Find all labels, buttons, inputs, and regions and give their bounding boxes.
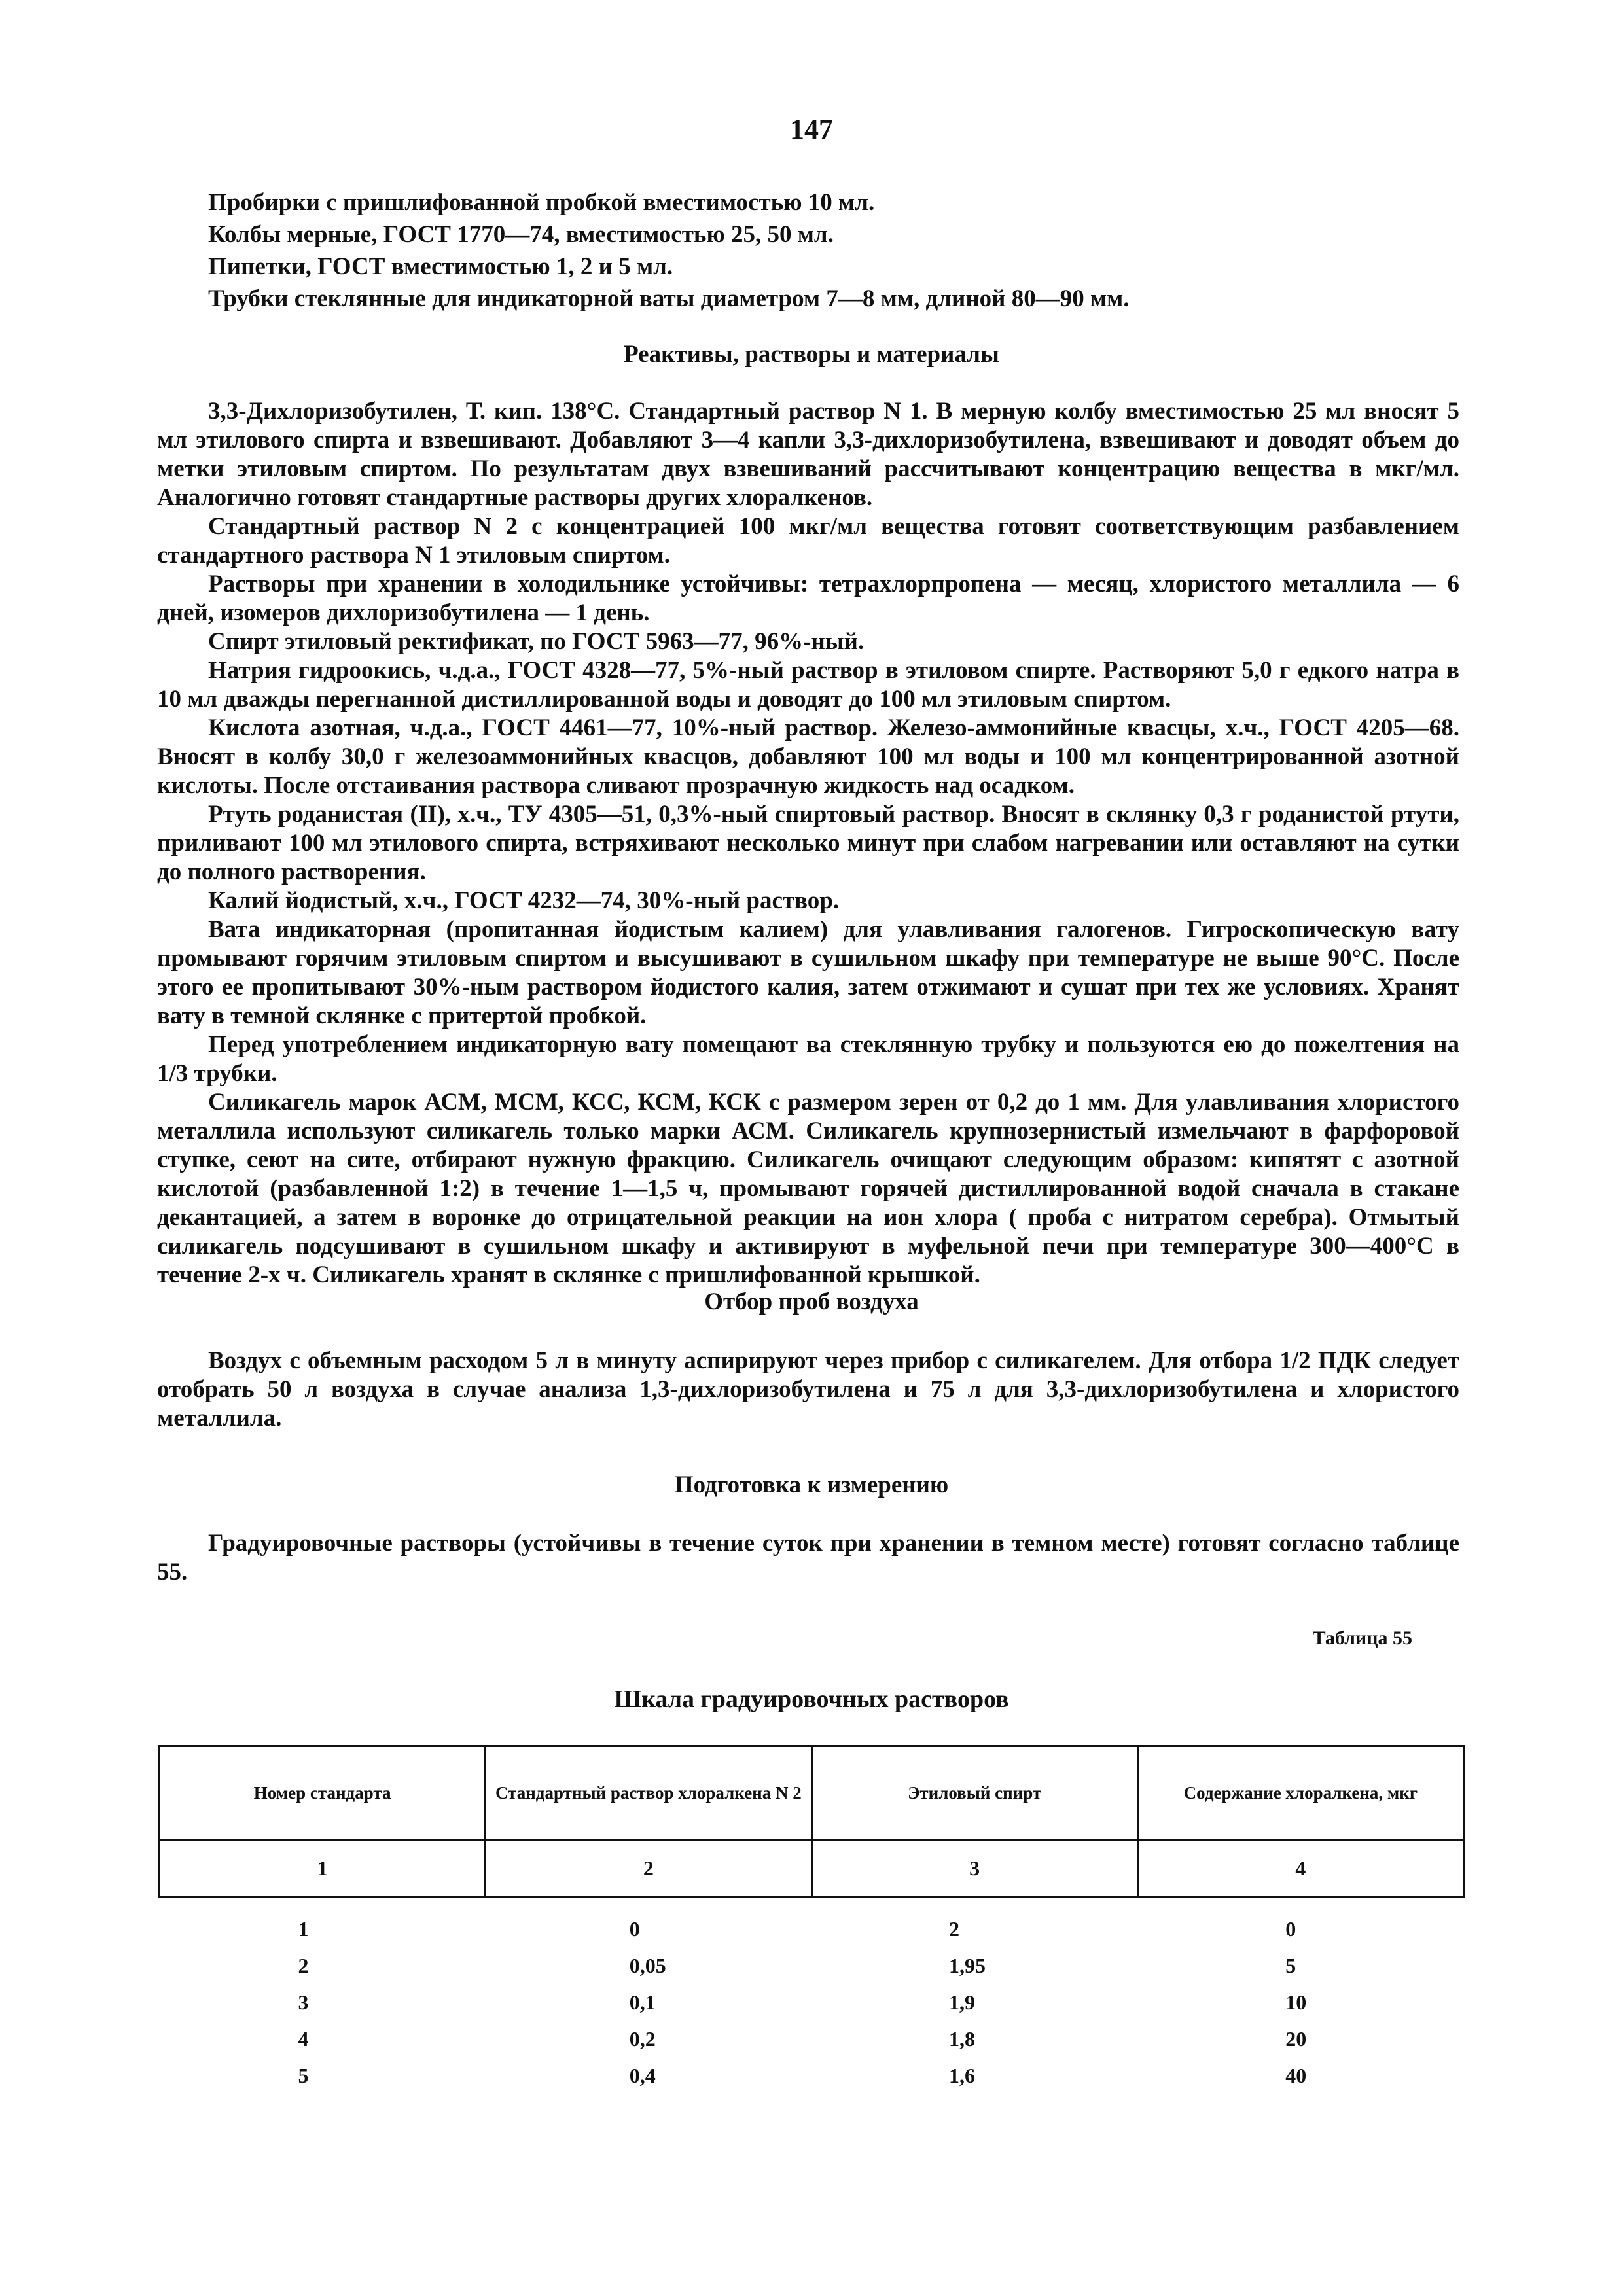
reagent-paragraph: Силикагель марок АСМ, МСМ, КСС, КСМ, КСК с размером зерен от 0,2 до 1 мм. Для улавливания хлористого металлила используют силикагель только марки АСМ. Силикагель крупнозернистый измельчают в фарфоровой ступке, сеют на сите, отбирают нужную фракцию. Силикагель очищают следующим образом: кипятят с азотной кислотой (разбавленной 1:2) в течение 1—1,5 ч, промывают горячей дистиллированной водой сначала в стакане декантацией, а затем в воронке до отрицательной реакции на ион хлора ( проба с нитратом серебра). Отмытый силикагель подсушивают в сушильном шкафу и активируют в муфельной печи при температуре 300—400°С в течение 2-х ч. Силикагель хранят в склянке с пришлифованной крышкой. [157, 1089, 1459, 1288]
sampling-paragraph: Воздух с объемным расходом 5 л в минуту аспирируют через прибор с силикагелем. Для отбора 1/2 ПДК следует отобрать 50 л воздуха в случае анализа 1,3-дихлоризобутилена и 75 л для 3,3-дихлоризобутилена и хлористого металлила. [157, 1347, 1459, 1432]
table-title: Шкала градуировочных растворов [614, 1686, 1009, 1713]
table-cell: 0,2 [629, 2026, 656, 2051]
table-column-numbers [160, 1840, 1464, 1897]
table-cell: 2 [298, 1953, 309, 1977]
table-cell: 10 [1285, 1990, 1307, 2014]
column-number: 2 [486, 1840, 812, 1897]
table-cell: 1,8 [949, 2026, 975, 2051]
column-number: 4 [1137, 1840, 1463, 1897]
table-cell: 0,05 [629, 1953, 666, 1977]
reagent-paragraph: Ртуть роданистая (II), х.ч., ТУ 4305—51, 0,3%-ный спиртовый раствор. Вносят в склянку 0,3 г роданистой ртути, приливают 100 мл этилового спирта, встряхивают несколько минут при слабом нагревании или оставляют на сутки до полного растворения. [157, 801, 1459, 885]
table-header-cell: Стандартный раствор хлоралкена N 2 [486, 1746, 812, 1840]
table-cell: 4 [298, 2026, 309, 2051]
equipment-item: Пробирки с пришлифованной пробкой вместимостью 10 мл. [208, 189, 875, 216]
table-row [160, 2021, 1464, 2057]
reagent-paragraph: Натрия гидроокись, ч.д.а., ГОСТ 4328—77, 5%-ный раствор в этиловом спирте. Растворяют 5,0 г едкого натра в 10 мл дважды перегнанной дистиллированной воды и доводят до 100 мл этиловым спиртом. [157, 657, 1459, 713]
column-number: 1 [160, 1840, 486, 1897]
equipment-item: Пипетки, ГОСТ вместимостью 1, 2 и 5 мл. [208, 253, 673, 280]
table-row [160, 1947, 1464, 1984]
table-row [160, 2057, 1464, 2094]
reagent-paragraph: Кислота азотная, ч.д.а., ГОСТ 4461—77, 10%-ный раствор. Железо-аммонийные квасцы, х.ч., ГОСТ 4205—68. Вносят в колбу 30,0 г железоаммонийных квасцов, добавляют 100 мл воды и 100 мл концентрированной азотной кислоты. После отстаивания раствора сливают прозрачную жидкость над осадком. [157, 715, 1459, 799]
column-number: 3 [812, 1840, 1137, 1897]
table-cell: 3 [298, 1990, 309, 2014]
table-caption: Таблица 55 [1312, 1627, 1412, 1649]
table-header-cell: Содержание хлоралкена, мкг [1137, 1746, 1463, 1840]
equipment-item: Колбы мерные, ГОСТ 1770—74, вместимостью 25, 50 мл. [208, 221, 834, 248]
reagent-paragraph: Перед употреблением индикаторную вату помещают ва стеклянную трубку и пользуются ею до пожелтения на 1/3 трубки. [157, 1031, 1459, 1087]
table-row [160, 1897, 1464, 1948]
table-cell: 0,1 [629, 1990, 656, 2014]
table-cell: 1,6 [949, 2063, 975, 2087]
table-header-cell: Этиловый спирт [812, 1746, 1137, 1840]
table-cell: 40 [1285, 2063, 1307, 2087]
table-cell: 0,4 [629, 2063, 656, 2087]
table-row [160, 1984, 1464, 2021]
table-cell: 0 [629, 1916, 640, 1941]
preparation-section [157, 1529, 1459, 1587]
table-cell: 1 [298, 1916, 309, 1941]
reagent-paragraph: Спирт этиловый ректификат, по ГОСТ 5963—77, 96%-ный. [208, 628, 865, 655]
table-cell: 5 [298, 2063, 309, 2087]
reagents-section [157, 397, 1459, 1290]
preparation-paragraph: Градуировочные растворы (устойчивы в течение суток при хранении в темном месте) готовят согласно таблице 55. [157, 1530, 1459, 1585]
calibration-table [158, 1745, 1465, 2094]
equipment-item: Трубки стеклянные для индикаторной ваты диаметром 7—8 мм, длиной 80—90 мм. [208, 285, 1130, 312]
sampling-section [157, 1347, 1459, 1433]
table-header-cell: Номер стандарта [160, 1746, 486, 1840]
preparation-heading: Подготовка к измерению [674, 1472, 949, 1498]
reagent-paragraph: Калий йодистый, х.ч., ГОСТ 4232—74, 30%-ный раствор. [208, 887, 840, 914]
table-header-row [160, 1746, 1464, 1840]
table-cell: 2 [949, 1916, 959, 1941]
page-number: 147 [790, 113, 833, 145]
table-cell: 20 [1285, 2026, 1307, 2051]
reagent-paragraph: 3,3-Дихлоризобутилен, Т. кип. 138°С. Стандартный раствор N 1. В мерную колбу вместимостью 25 мл вносят 5 мл этилового спирта и взвешивают. Добавляют 3—4 капли 3,3-дихлоризобутилена, взвешивают и доводят объем до метки этиловым спиртом. По результатам двух взвешиваний рассчитывают концентрацию вещества в мкг/мл. Аналогично готовят стандартные растворы других хлоралкенов. [157, 398, 1459, 511]
table-cell: 0 [1285, 1916, 1296, 1941]
reagents-heading: Реактивы, растворы и материалы [624, 341, 999, 368]
equipment-list [208, 186, 1452, 315]
table-cell: 1,9 [949, 1990, 975, 2014]
table-cell: 1,95 [949, 1953, 986, 1977]
table-cell: 5 [1285, 1953, 1296, 1977]
reagent-paragraph: Стандартный раствор N 2 с концентрацией 100 мкг/мл вещества готовят соответствующим разбавлением стандартного раствора N 1 этиловым спиртом. [157, 513, 1459, 569]
reagent-paragraph: Вата индикаторная (пропитанная йодистым калием) для улавливания галогенов. Гигроскопическую вату промывают горячим этиловым спиртом и высушивают в сушильном шкафу при температуре не выше 90°С. После этого ее пропитывают 30%-ным раствором йодистого калия, затем отжимают и сушат при тех же условиях. Хранят вату в темной склянке с притертой пробкой. [157, 916, 1459, 1029]
sampling-heading: Отбор проб воздуха [704, 1288, 919, 1315]
reagent-paragraph: Растворы при хранении в холодильнике устойчивы: тетрахлорпропена — месяц, хлористого металлила — 6 дней, изомеров дихлоризобутилена — 1 день. [157, 571, 1459, 626]
